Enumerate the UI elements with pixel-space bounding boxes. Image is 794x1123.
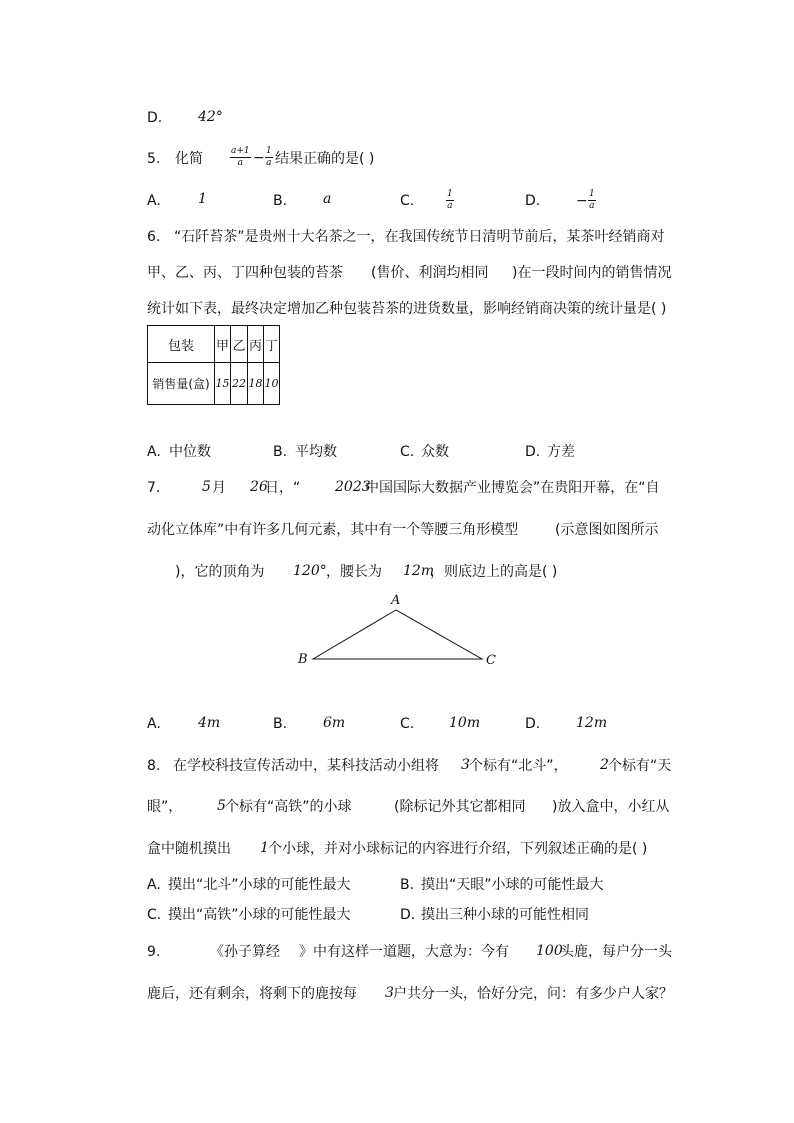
question-text: 鹿后，还有剩余，将剩下的鹿按每 <box>147 986 357 1002</box>
question-text: 个标有“北斗”， <box>469 758 568 774</box>
option-d-label: D. <box>525 716 541 732</box>
option-b-label: B. <box>273 716 288 732</box>
option-a-label: A. <box>147 877 161 893</box>
question-number: 5. <box>147 151 161 167</box>
question-text: 个小球，并对小球标记的内容进行介绍，下列叙述正确的是( ) <box>268 841 648 857</box>
option-b-label: B. <box>273 444 288 460</box>
question-text: 眼”， <box>147 799 183 815</box>
household-count: 3 <box>385 985 394 1001</box>
q4-option-d-value: 42° <box>198 109 223 125</box>
minus-sign: − <box>253 150 265 166</box>
option-d-label: D. <box>525 193 541 209</box>
option-b-value: a <box>323 191 332 207</box>
question-text-line2c: )在一段时间内的销售情况 <box>512 265 672 281</box>
question-text: (除标记外其它都相同 <box>394 799 526 815</box>
option-c-value: 10m <box>449 715 481 731</box>
question-number: 6. <box>147 229 161 245</box>
option-a-text: 摸出“北斗”小球的可能性最大 <box>168 877 351 893</box>
question-number: 8. <box>147 758 161 774</box>
option-d-text: 摸出三种小球的可能性相同 <box>421 907 589 923</box>
number-month: 5 <box>202 479 211 495</box>
question-text-line2a: 动化立体库”中有许多几何元素，其中有一个等腰三角形模型 <box>147 522 519 538</box>
option-d-label: D. <box>400 907 416 923</box>
question-number: 7. <box>147 480 161 496</box>
option-b-label: B. <box>273 193 288 209</box>
question-text-line2b: (示意图如图所示 <box>555 522 659 538</box>
option-d-text: 方差 <box>547 444 575 460</box>
option-c-text: 众数 <box>421 444 449 460</box>
question-text: ，腰长为 <box>326 564 382 580</box>
option-a-text: 中位数 <box>169 444 211 460</box>
option-d-label: D. <box>525 444 541 460</box>
triangle-abc <box>313 610 482 659</box>
option-c-label: C. <box>400 444 415 460</box>
table-header-cell: 丁 <box>264 326 280 363</box>
fraction-numerator: a+1 <box>231 146 250 156</box>
question-text: 月 <box>212 480 226 496</box>
question-text-line3: 统计如下表，最终决定增加乙种包装苔茶的进货数量，影响经销商决策的统计量是( ) <box>147 301 667 317</box>
table-cell: 18 <box>248 363 264 405</box>
question-text: ，则底边上的高是( ) <box>430 564 558 580</box>
option-b-text: 平均数 <box>295 444 337 460</box>
option-a-value: 4m <box>198 715 221 731</box>
table-cell: 22 <box>231 363 248 405</box>
option-a-label: A. <box>147 444 161 460</box>
fraction-numerator: 1 <box>447 189 453 199</box>
minus-sign: − <box>576 193 588 209</box>
option-a-value: 1 <box>198 191 207 207</box>
number-year: 2023 <box>335 479 371 495</box>
count-beidou: 3 <box>461 757 470 773</box>
fraction-denominator: a <box>447 201 453 211</box>
table-row-label: 销售量(盒) <box>148 363 215 405</box>
question-text: 盒中随机摸出 <box>147 841 231 857</box>
fraction-denominator: a <box>589 201 595 211</box>
table-cell: 10 <box>264 363 280 405</box>
option-c-text: 摸出“高铁”小球的可能性最大 <box>168 907 351 923</box>
question-text: 《孙子算经 <box>210 944 280 960</box>
table-header-cell: 甲 <box>215 326 231 363</box>
option-b-label: B. <box>400 877 415 893</box>
option-d-value: 12m <box>576 715 608 731</box>
table-header-cell: 丙 <box>248 326 264 363</box>
table-header-cell: 乙 <box>231 326 248 363</box>
question-text: 结果正确的是( ) <box>275 151 375 167</box>
vertex-c-label: C <box>486 653 496 668</box>
option-b-text: 摸出“天眼”小球的可能性最大 <box>421 877 604 893</box>
count-tianyan: 2 <box>600 757 609 773</box>
vertex-b-label: B <box>298 652 308 667</box>
question-text-line2a: 甲、乙、丙、丁四种包装的苔茶 <box>147 265 343 281</box>
table-cell: 15 <box>215 363 231 405</box>
option-c-label: C. <box>400 716 415 732</box>
q4-option-d-label: D. <box>147 110 163 126</box>
option-c-label: C. <box>147 907 162 923</box>
option-a-label: A. <box>147 193 161 209</box>
question-text: 头鹿，每户分一头 <box>560 944 672 960</box>
question-text: 户共分一头，恰好分完，问：有多少户人家？ <box>393 986 673 1002</box>
fraction-denominator: a <box>266 158 272 168</box>
question-text-line2b: (售价、利润均相同 <box>371 265 489 281</box>
option-c-label: C. <box>400 193 415 209</box>
question-text: 中国国际大数据产业博览会”在贵阳开幕，在“自 <box>365 480 660 496</box>
question-text: 》中有这样一道题，大意为：今有 <box>299 944 509 960</box>
option-b-value: 6m <box>323 715 346 731</box>
question-text: )放入盒中，小红从 <box>552 799 670 815</box>
fraction-denominator: a <box>237 158 243 168</box>
question-text-line1: “石阡苔茶”是贵州十大名茶之一，在我国传统节日清明节前后，某茶叶经销商对 <box>174 229 665 245</box>
question-number: 9. <box>147 944 161 960</box>
question-text: 在学校科技宣传活动中，某科技活动小组将 <box>173 758 439 774</box>
count-draw: 1 <box>260 840 269 856</box>
count-gaotie: 5 <box>217 798 226 814</box>
vertex-a-label: A <box>391 593 401 608</box>
number-day: 26 <box>250 479 268 495</box>
table-header-cell: 包装 <box>148 326 215 363</box>
deer-count: 100 <box>536 943 563 959</box>
fraction-numerator: 1 <box>589 189 595 199</box>
question-text: )，它的顶角为 <box>175 564 265 580</box>
question-text: 个标有“高铁”的小球 <box>225 799 352 815</box>
fraction-numerator: 1 <box>266 146 272 156</box>
question-text: 化简 <box>175 151 203 167</box>
option-a-label: A. <box>147 716 161 732</box>
question-text: 日，“ <box>265 480 301 496</box>
leg-length-value: 12m <box>403 563 435 579</box>
vertex-angle-value: 120° <box>293 563 327 579</box>
question-text: 个标有“天 <box>608 758 672 774</box>
